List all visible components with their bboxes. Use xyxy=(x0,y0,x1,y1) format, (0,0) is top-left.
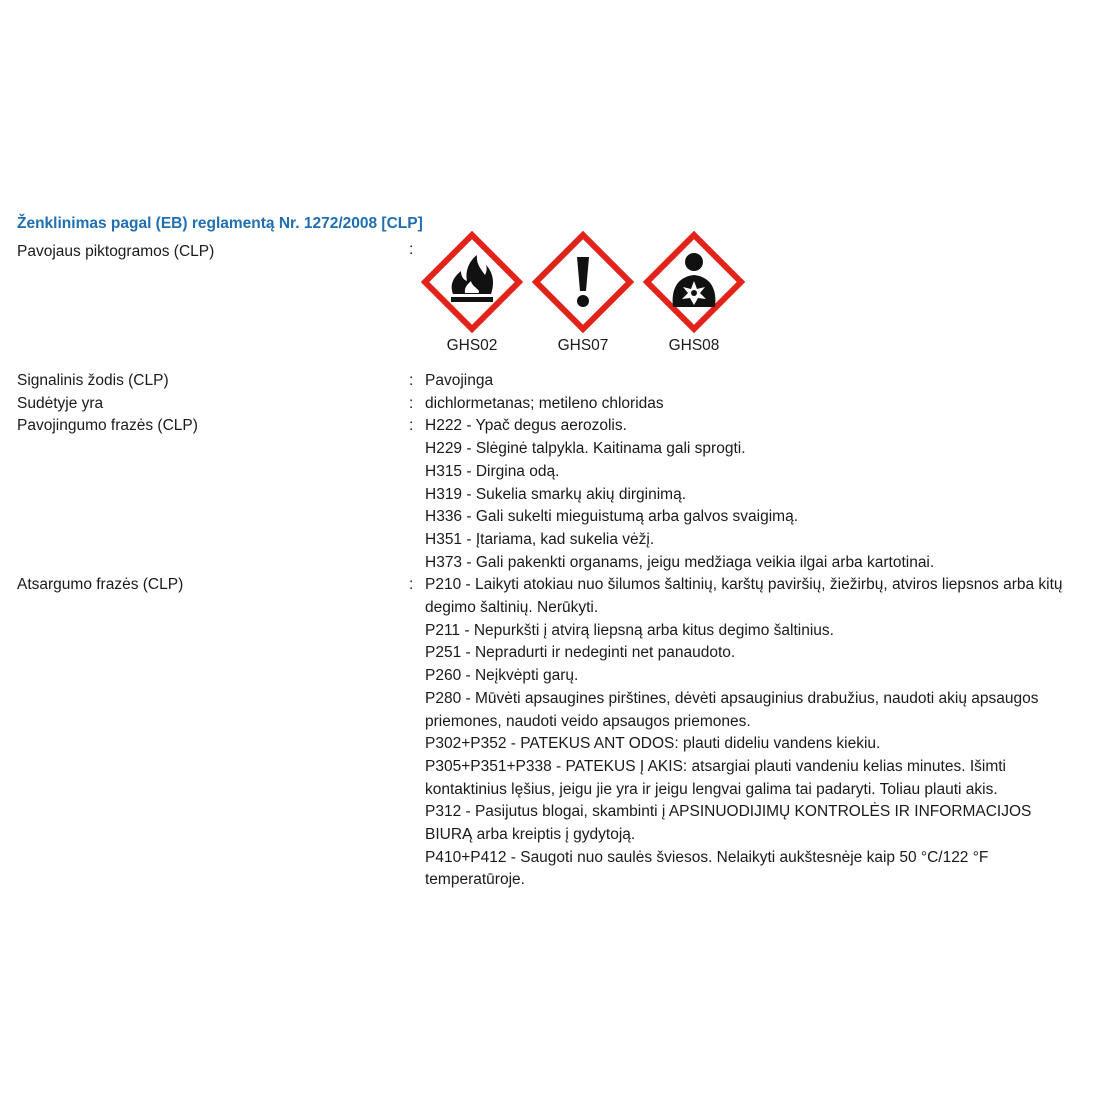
hazard-statement: H229 - Slėginė talpykla. Kaitinama gali sprogti. xyxy=(425,440,746,458)
signal-word-label: Signalinis žodis (CLP) xyxy=(17,372,169,389)
hazard-statement: H351 - Įtariama, kad sukelia vėžį. xyxy=(425,530,655,548)
separator-colon: : xyxy=(409,241,414,258)
pictogram-code: GHS07 xyxy=(557,337,609,354)
precautionary-statements-label: Atsargumo frazės (CLP) xyxy=(17,576,184,594)
signal-word-row xyxy=(17,370,1087,393)
precautionary-statement: P260 - Neįkvėpti garų. xyxy=(425,667,579,685)
flame-icon xyxy=(421,231,523,333)
hazard-statement: H319 - Sukelia smarkų akių dirginimą. xyxy=(425,485,687,503)
precautionary-statement: P210 - Laikyti atokiau nuo šilumos šaltinių, karštų paviršių, žiežirbų, atviros liepsnos arba kitų degimo šaltinių. Nerūkyti. xyxy=(425,576,1063,617)
pictograms-row xyxy=(17,241,1087,370)
precautionary-statement-list xyxy=(425,574,1087,892)
precautionary-statement: P410+P412 - Saugoti nuo saulės šviesos. Nelaikyti aukštesnėje kaip 50 °C/122 °F temperatūroje. xyxy=(425,848,989,889)
pictogram-ghs07 xyxy=(532,231,634,370)
separator-colon: : xyxy=(409,576,414,594)
pictogram-code: GHS02 xyxy=(446,337,498,354)
precautionary-statement: P251 - Nepradurti ir nedeginti net panaudoto. xyxy=(425,644,736,662)
pictograms-label: Pavojaus piktogramos (CLP) xyxy=(17,243,215,260)
clp-labelling-section xyxy=(17,213,1087,892)
pictogram-ghs08 xyxy=(643,231,745,370)
pictogram-code: GHS08 xyxy=(668,337,720,354)
separator-colon: : xyxy=(409,372,414,389)
contains-row xyxy=(17,393,1087,416)
hazard-statement: H315 - Dirgina odą. xyxy=(425,462,560,480)
separator-colon: : xyxy=(409,417,414,435)
contains-value: dichlormetanas; metileno chloridas xyxy=(425,394,664,412)
separator-colon: : xyxy=(409,394,414,412)
hazard-statement-list xyxy=(425,415,1087,574)
pictogram-list xyxy=(421,231,1087,370)
precautionary-statements-row xyxy=(17,574,1087,892)
health-hazard-icon xyxy=(643,231,745,333)
precautionary-statement: P302+P352 - PATEKUS ANT ODOS: plauti dideliu vandens kiekiu. xyxy=(425,735,881,753)
hazard-statement: H222 - Ypač degus aerozolis. xyxy=(425,417,627,435)
signal-word-value: Pavojinga xyxy=(425,372,494,389)
hazard-statements-label: Pavojingumo frazės (CLP) xyxy=(17,417,198,435)
precautionary-statement: P280 - Mūvėti apsaugines pirštines, dėvėti apsauginius drabužius, naudoti akių apsaugos priemones, naudoti veido apsaugos priemones. xyxy=(425,689,1039,730)
hazard-statements-row xyxy=(17,415,1087,574)
hazard-statement: H373 - Gali pakenkti organams, jeigu medžiaga veikia ilgai arba kartotinai. xyxy=(425,553,935,571)
contains-label: Sudėtyje yra xyxy=(17,394,104,412)
exclamation-icon xyxy=(532,231,634,333)
precautionary-statement: P211 - Nepurkšti į atvirą liepsną arba kitus degimo šaltinius. xyxy=(425,621,834,639)
section-heading: Ženklinimas pagal (EB) reglamentą Nr. 1272/2008 [CLP] xyxy=(17,215,423,232)
precautionary-statement: P305+P351+P338 - PATEKUS Į AKIS: atsargiai plauti vandeniu kelias minutes. Išimti kontaktinius lęšius, jeigu jie yra ir jeigu lengvai galima tai padaryti. Toliau plauti akis. xyxy=(425,757,1006,798)
hazard-statement: H336 - Gali sukelti mieguistumą arba galvos svaigimą. xyxy=(425,508,799,526)
precautionary-statement: P312 - Pasijutus blogai, skambinti į APSINUODIJIMŲ KONTROLĖS IR INFORMACIJOS BIURĄ arba kreiptis į gydytoją. xyxy=(425,803,1032,844)
pictogram-ghs02 xyxy=(421,231,523,370)
